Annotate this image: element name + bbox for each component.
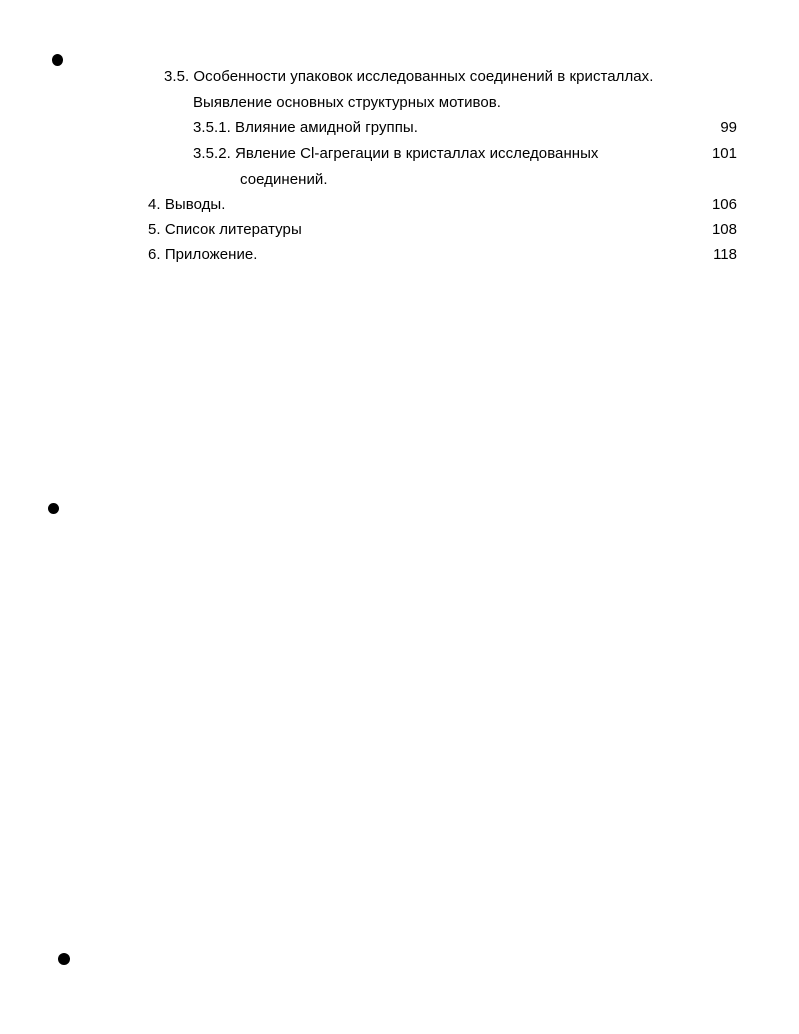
- toc-entry-3-5-1-title: 3.5.1. Влияние амидной группы.: [193, 119, 418, 136]
- toc-entry-3-5-1-page: 99: [720, 119, 737, 136]
- toc-entry-4-page: 106: [711, 196, 737, 213]
- toc-entry-6-page: 118: [713, 246, 737, 263]
- toc-entry-3-5-2-page: 101: [711, 145, 737, 162]
- punch-hole-mark: [48, 503, 59, 514]
- toc-entry-6-title: 6. Приложение.: [148, 246, 258, 263]
- toc-entry-3-5-continuation: Выявление основных структурных мотивов.: [193, 94, 501, 111]
- punch-hole-mark: [52, 54, 63, 66]
- toc-entry-3-5-title: 3.5. Особенности упаковок исследованных соединений в кристаллах.: [164, 68, 654, 85]
- punch-hole-mark: [58, 953, 70, 965]
- toc-entry-5-page: 108: [711, 221, 737, 238]
- toc-entry-3-5-2-title: 3.5.2. Явление Cl-агрегации в кристаллах исследованных: [193, 145, 599, 162]
- toc-entry-5-title: 5. Список литературы: [148, 221, 302, 238]
- toc-entry-3-5-2-continuation: соединений.: [240, 171, 328, 188]
- toc-entry-4-title: 4. Выводы.: [148, 196, 226, 213]
